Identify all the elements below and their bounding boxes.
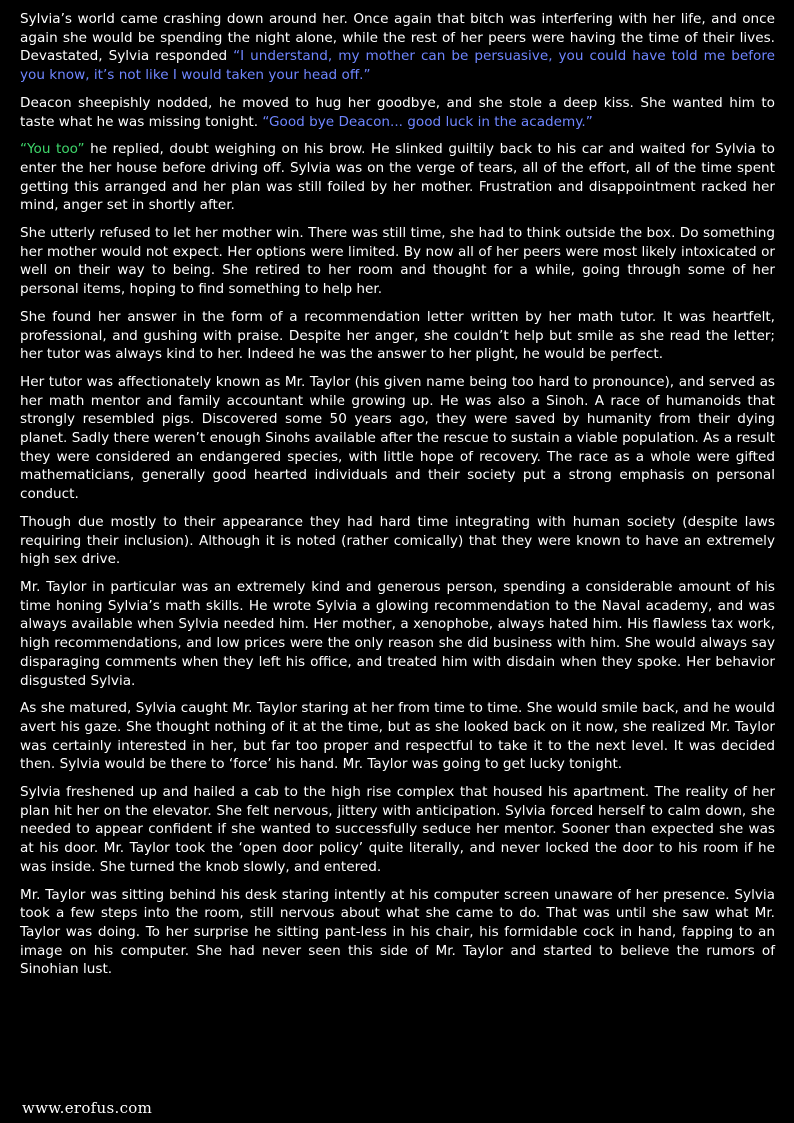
paragraph-1 <box>20 10 775 85</box>
paragraph-2 <box>20 94 775 131</box>
sylvia-quote: “Good bye Deacon... good luck in the academy.” <box>262 113 593 130</box>
paragraph-3 <box>20 140 775 215</box>
paragraph-11: Mr. Taylor was sitting behind his desk staring intently at his computer screen unaware of her presence. Sylvia took a few steps into the room, still nervous about what she came to do. That was until she saw what Mr. Taylor was doing. To her surprise he sitting pant-less in his chair, his formidable cock in hand, fapping to an image on his computer. She had never seen this side of Mr. Taylor and started to believe the rumors of Sinohian lust. <box>20 886 775 978</box>
story-page <box>20 10 775 988</box>
paragraph-7: Though due mostly to their appearance they had hard time integrating with human society (despite laws requiring their inclusion). Although it is noted (rather comically) that they were known to have an extremely high sex drive. <box>20 513 775 568</box>
sylvia-quote: “I understand, my mother can be persuasive, you could have told me before you know, it’s not like I would taken your head off.” <box>20 48 775 84</box>
paragraph-8: Mr. Taylor in particular was an extremely kind and generous person, spending a considerable amount of his time honing Sylvia’s math skills. He wrote Sylvia a glowing recommendation to the Naval academy, and was always available when Sylvia needed him. Her mother, a xenophobe, always hated him. His flawless tax work, high recommendations, and low prices were the only reason she did business with him. She would always say disparaging comments when they left his office, and treated him with disdain when they spoke. Her behavior disgusted Sylvia. <box>20 578 775 689</box>
paragraph-5: She found her answer in the form of a recommendation letter written by her math tutor. It was heartfelt, professional, and gushing with praise. Despite her anger, she couldn’t help but smile as she read the letter; her tutor was always kind to her. Indeed he was the answer to her plight, he would be perfect. <box>20 308 775 363</box>
narration-text: Deacon sheepishly nodded, he moved to hug her goodbye, and she stole a deep kiss. She wanted him to taste what he was missing tonight. <box>20 94 775 130</box>
narration-text: he replied, doubt weighing on his brow. He slinked guiltily back to his car and waited for Sylvia to enter the her house before driving off. Sylvia was on the verge of tears, all of the effort, all of the time spent getting this arranged and her plan was still foiled by her mother. Frustration and disappointment racked her mind, anger set in shortly after. <box>20 141 775 214</box>
paragraph-9: As she matured, Sylvia caught Mr. Taylor staring at her from time to time. She would smile back, and he would avert his gaze. She thought nothing of it at the time, but as she looked back on it now, she realized Mr. Taylor was certainly interested in her, but far too proper and respectful to take it to the next level. It was decided then. Sylvia would be there to ‘force’ his hand. Mr. Taylor was going to get lucky tonight. <box>20 700 775 773</box>
paragraph-4: She utterly refused to let her mother win. There was still time, she had to think outside the box. Do something her mother would not expect. Her options were limited. By now all of her peers were most likely intoxicated or well on their way to being. She retired to her room and thought for a while, going through some of her personal items, hoping to find something to help her. <box>20 225 775 298</box>
deacon-quote: “You too” <box>20 141 85 158</box>
paragraph-6: Her tutor was affectionately known as Mr. Taylor (his given name being too hard to pronounce), and served as her math mentor and family accountant while growing up. He was also a Sinoh. A race of humanoids that strongly resembled pigs. Discovered some 50 years ago, they were saved by humanity from their dying planet. Sadly there weren’t enough Sinohs available after the rescue to sustain a viable population. As a result they were considered an endangered species, with little hope of recovery. The race as a whole were gifted mathematicians, generally good hearted individuals and their society put a strong emphasis on personal conduct. <box>20 373 775 503</box>
site-watermark: www.erofus.com <box>22 1099 153 1117</box>
narration-text: Sylvia’s world came crashing down around her. Once again that bitch was interfering with her life, and once again she would be spending the night alone, while the rest of her peers were having the time of their lives. Devastated, Sylvia responded <box>20 11 775 65</box>
paragraph-10: Sylvia freshened up and hailed a cab to the high rise complex that housed his apartment. The reality of her plan hit her on the elevator. She felt nervous, jittery with anticipation. Sylvia forced herself to calm down, she needed to appear confident if she wanted to successfully seduce her mentor. Sooner than expected she was at his door. Mr. Taylor took the ‘open door policy’ quite literally, and never locked the door to his room if he was inside. She turned the knob slowly, and entered. <box>20 784 775 875</box>
